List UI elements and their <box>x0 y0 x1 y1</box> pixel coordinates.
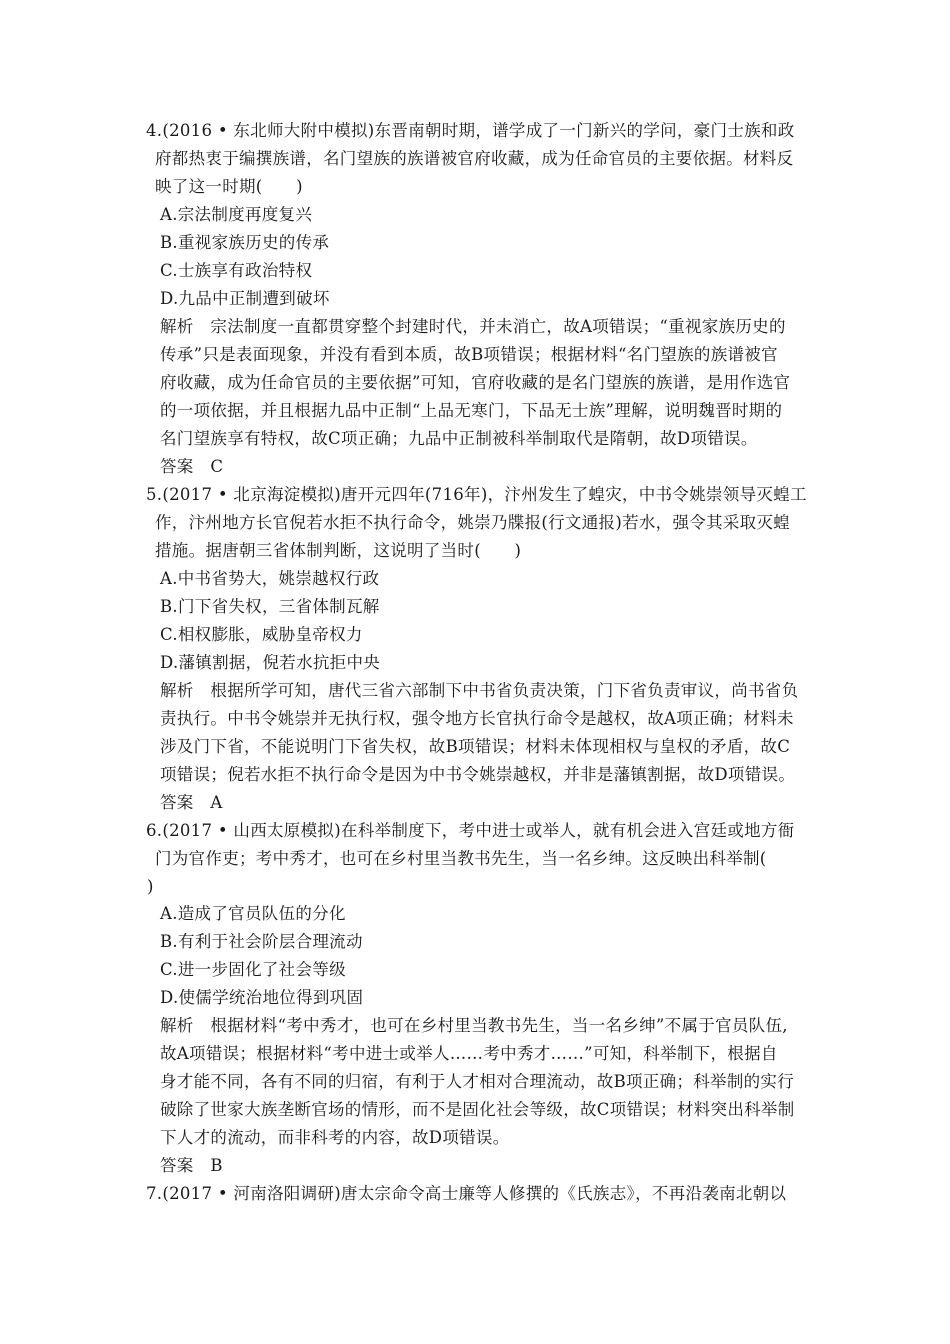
option-a: A.宗法制度再度复兴 <box>160 205 313 224</box>
analysis-line: 传承”只是表面现象，并没有看到本质，故B项错误；根据材料“名门望族的族谱被官 <box>160 345 778 364</box>
analysis-line: 责执行。中书令姚崇并无执行权，强令地方长官执行命令是越权，故A项正确；材料未 <box>160 709 794 728</box>
option-a: A.造成了官员队伍的分化 <box>160 904 346 923</box>
option-c: C.进一步固化了社会等级 <box>160 960 346 979</box>
analysis-line: 项错误；倪若水拒不执行命令是因为中书令姚崇越权，并非是藩镇割据，故D项错误。 <box>160 765 796 784</box>
analysis-line: 名门望族享有特权，故C项正确；九品中正制被科举制取代是隋朝，故D项错误。 <box>160 429 758 448</box>
answer-line: 答案 A <box>160 793 223 812</box>
analysis-line: 的一项依据，并且根据九品中正制“上品无寒门，下品无士族”理解，说明魏晋时期的 <box>160 401 783 420</box>
option-b: B.重视家族历史的传承 <box>160 233 330 252</box>
answer-line: 答案 B <box>160 1156 223 1175</box>
question-stem-line: 映了这一时期( ) <box>155 177 303 196</box>
question-stem-line: 措施。据唐朝三省体制判断，这说明了当时( ) <box>155 541 522 560</box>
option-c: C.士族享有政治特权 <box>160 261 313 280</box>
option-d: D.藩镇割据，倪若水抗拒中央 <box>160 653 381 672</box>
option-b: B.门下省失权，三省体制瓦解 <box>160 597 380 616</box>
analysis-line: 解析 宗法制度一直都贯穿整个封建时代，并未消亡，故A项错误；“重视家族历史的 <box>160 317 786 336</box>
option-d: D.使儒学统治地位得到巩固 <box>160 988 364 1007</box>
analysis-line: 解析 根据材料“考中秀才，也可在乡村里当教书先生，当一名乡绅”不属于官员队伍, <box>160 1016 788 1035</box>
analysis-line: 涉及门下省，不能说明门下省失权，故B项错误；材料未体现相权与皇权的矛盾，故C <box>160 737 791 756</box>
answer-line: 答案 C <box>160 457 224 476</box>
analysis-line: 下人才的流动，而非科考的内容，故D项错误。 <box>160 1128 510 1147</box>
question-stem-line: 4.(2016 • 东北师大附中模拟)东晋南朝时期，谱学成了一门新兴的学问，豪门士族和政 <box>146 121 795 140</box>
analysis-line: 身才能不同，各有不同的归宿，有利于人才相对合理流动，故B项正确；科举制的实行 <box>160 1072 795 1091</box>
question-stem-line: 门为官作吏；考中秀才，也可在乡村里当教书先生，当一名乡绅。这反映出科举制( <box>155 849 767 868</box>
question-stem-line: 6.(2017 • 山西太原模拟)在科举制度下，考中进士或举人，就有机会进入宫廷或地方衙 <box>146 821 795 840</box>
question-stem-line: ) <box>147 877 154 896</box>
option-c: C.相权膨胀，威胁皇帝权力 <box>160 625 363 644</box>
analysis-line: 破除了世家大族垄断官场的情形，而不是固化社会等级，故C项错误；材料突出科举制 <box>160 1100 795 1119</box>
analysis-line: 府收藏，成为任命官员的主要依据”可知，官府收藏的是名门望族的族谱，是用作选官 <box>160 373 791 392</box>
question-stem-line: 府都热衷于编撰族谱，名门望族的族谱被官府收藏，成为任命官员的主要依据。材料反 <box>155 149 794 168</box>
question-stem-line: 7.(2017 • 河南洛阳调研)唐太宗命令高士廉等人修撰的《氏族志》，不再沿袭南北朝以 <box>146 1184 787 1203</box>
question-stem-line: 5.(2017 • 北京海淀模拟)唐开元四年(716年)，汴州发生了蝗灾，中书令姚崇领导灭蝗工 <box>146 485 807 504</box>
analysis-line: 解析 根据所学可知，唐代三省六部制下中书省负责决策，门下省负责审议，尚书省负 <box>160 681 799 700</box>
question-stem-line: 作，汴州地方长官倪若水拒不执行命令，姚崇乃牒报(行文通报)若水，强令其采取灭蝗 <box>155 513 791 532</box>
option-a: A.中书省势大，姚崇越权行政 <box>160 569 380 588</box>
option-b: B.有利于社会阶层合理流动 <box>160 932 363 951</box>
analysis-line: 故A项错误；根据材料“考中进士或举人……考中秀才……”可知，科举制下，根据自 <box>160 1044 778 1063</box>
option-d: D.九品中正制遭到破坏 <box>160 289 330 308</box>
